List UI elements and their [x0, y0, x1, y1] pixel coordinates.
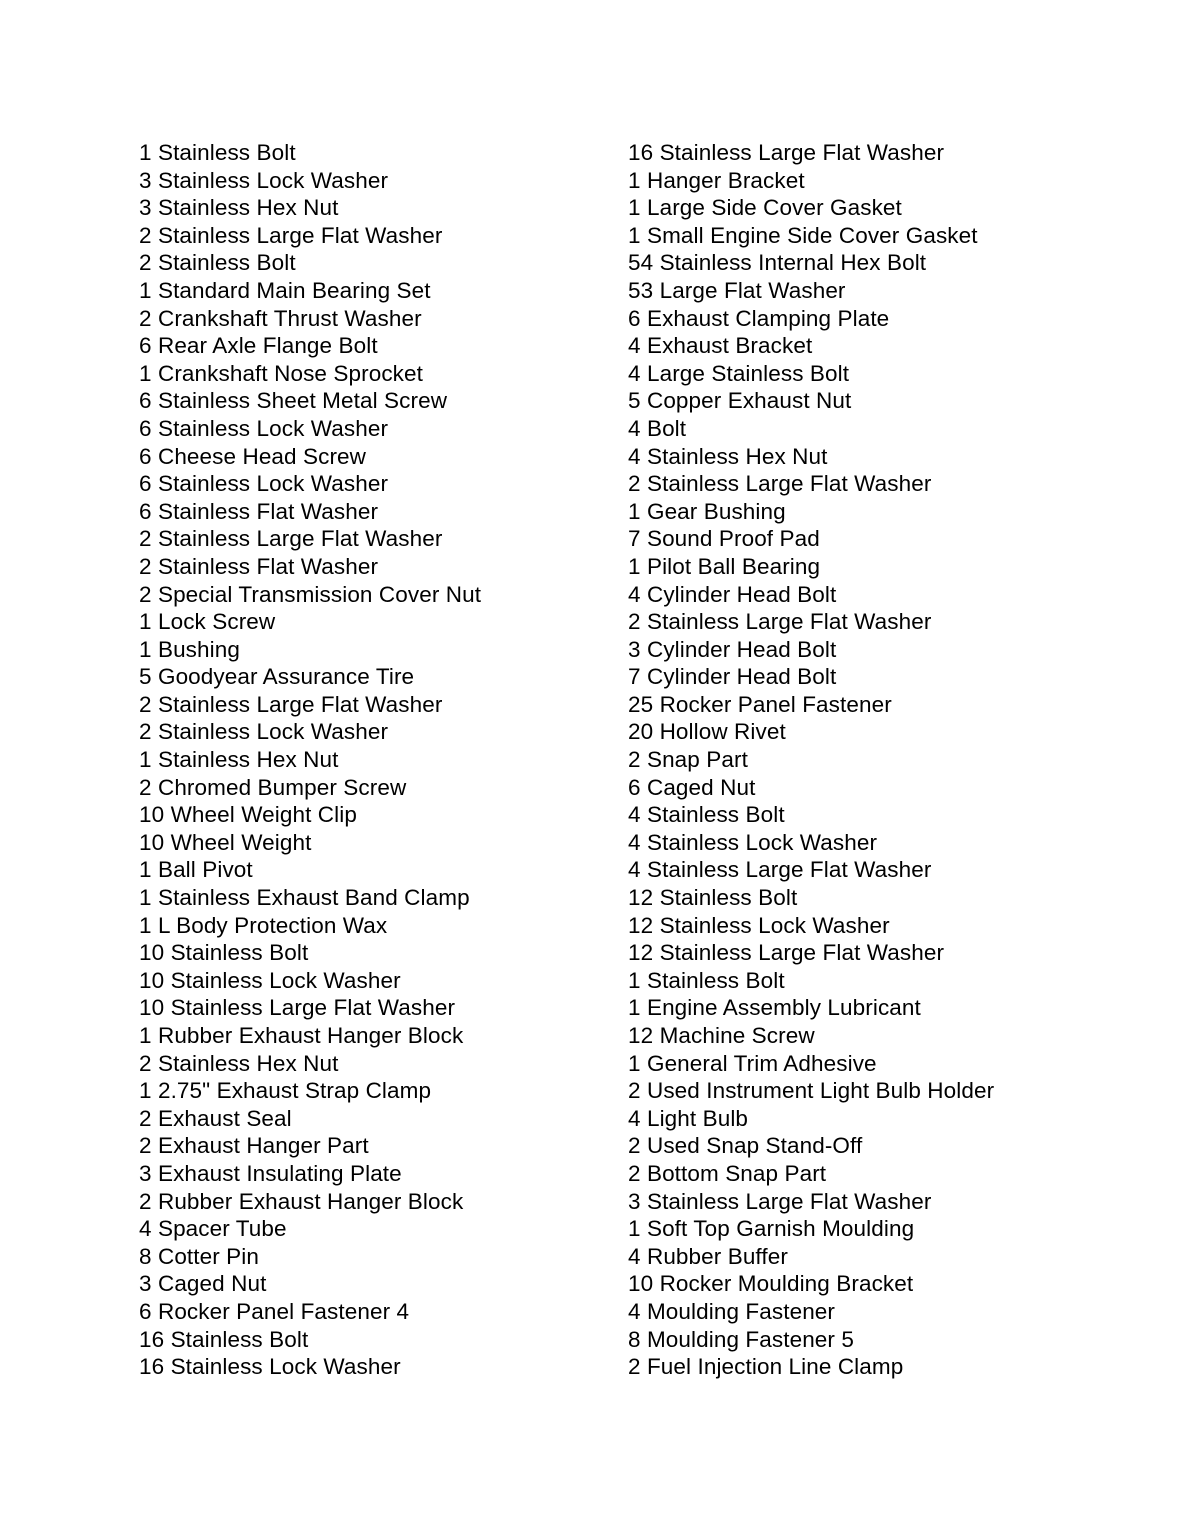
parts-list-item: 3 Stainless Hex Nut — [139, 195, 339, 221]
parts-list-item: 1 Crankshaft Nose Sprocket — [139, 360, 423, 386]
parts-list-item: 2 Stainless Large Flat Washer — [628, 471, 932, 497]
parts-list-item: 4 Light Bulb — [628, 1105, 749, 1131]
parts-list-right-column — [628, 139, 1148, 1381]
parts-list-item: 10 Stainless Lock Washer — [139, 967, 401, 993]
parts-list-item: 10 Stainless Large Flat Washer — [139, 995, 456, 1021]
parts-list-item: 4 Rubber Buffer — [628, 1243, 788, 1269]
parts-list-item: 2 Stainless Bolt — [139, 250, 296, 276]
parts-list-item: 1 Pilot Ball Bearing — [628, 553, 821, 579]
parts-list-item: 2 Stainless Large Flat Washer — [139, 526, 443, 552]
parts-list-item: 5 Copper Exhaust Nut — [628, 388, 852, 414]
parts-list-item: 10 Rocker Moulding Bracket — [628, 1271, 914, 1297]
parts-list-item: 1 Large Side Cover Gasket — [628, 195, 902, 221]
parts-list-item: 1 Soft Top Garnish Moulding — [628, 1216, 915, 1242]
parts-list-left-column — [139, 139, 609, 1381]
parts-list-item: 12 Stainless Lock Washer — [628, 912, 890, 938]
parts-list-item: 3 Caged Nut — [139, 1271, 267, 1297]
parts-list-item: 1 Engine Assembly Lubricant — [628, 995, 921, 1021]
parts-list-item: 2 Stainless Large Flat Washer — [628, 609, 932, 635]
parts-list-item: 1 General Trim Adhesive — [628, 1050, 877, 1076]
parts-list-item: 6 Stainless Lock Washer — [139, 415, 389, 441]
parts-list-item: 2 Fuel Injection Line Clamp — [628, 1354, 904, 1380]
parts-list-item: 54 Stainless Internal Hex Bolt — [628, 250, 927, 276]
parts-list-item: 3 Exhaust Insulating Plate — [139, 1160, 402, 1186]
parts-list-item: 1 Standard Main Bearing Set — [139, 277, 431, 303]
parts-list-item: 2 Stainless Lock Washer — [139, 719, 389, 745]
parts-list-item: 2 Crankshaft Thrust Washer — [139, 305, 422, 331]
parts-list-item: 20 Hollow Rivet — [628, 719, 786, 745]
parts-list-item: 4 Moulding Fastener — [628, 1298, 836, 1324]
parts-list-item: 6 Stainless Sheet Metal Screw — [139, 388, 448, 414]
parts-list-item: 1 Small Engine Side Cover Gasket — [628, 222, 978, 248]
parts-list-item: 1 Hanger Bracket — [628, 167, 805, 193]
parts-list-item: 16 Stainless Lock Washer — [139, 1354, 401, 1380]
parts-list-item: 12 Stainless Bolt — [628, 885, 798, 911]
parts-list-item: 16 Stainless Bolt — [139, 1326, 309, 1352]
parts-list-item: 1 2.75" Exhaust Strap Clamp — [139, 1078, 432, 1104]
parts-list-item: 1 Lock Screw — [139, 609, 276, 635]
parts-list-item: 1 L Body Protection Wax — [139, 912, 388, 938]
parts-list-item: 1 Stainless Exhaust Band Clamp — [139, 885, 470, 911]
parts-list-item: 4 Stainless Large Flat Washer — [628, 857, 932, 883]
parts-list-item: 12 Stainless Large Flat Washer — [628, 940, 945, 966]
parts-list-item: 4 Exhaust Bracket — [628, 333, 813, 359]
parts-list-item: 12 Machine Screw — [628, 1023, 815, 1048]
parts-list-item: 25 Rocker Panel Fastener — [628, 691, 892, 717]
parts-list-item: 2 Snap Part — [628, 747, 748, 773]
parts-list-item: 5 Goodyear Assurance Tire — [139, 664, 415, 690]
parts-list-item: 3 Cylinder Head Bolt — [628, 636, 837, 662]
parts-list-item: 10 Stainless Bolt — [139, 940, 309, 966]
parts-list-item: 1 Gear Bushing — [628, 498, 786, 524]
parts-list-item: 6 Stainless Flat Washer — [139, 498, 379, 524]
parts-list-item: 6 Cheese Head Screw — [139, 443, 367, 469]
parts-list-item: 3 Stainless Lock Washer — [139, 167, 389, 193]
parts-list-item: 2 Stainless Large Flat Washer — [139, 691, 443, 717]
parts-list-item: 4 Large Stainless Bolt — [628, 360, 850, 386]
parts-list-item: 1 Bushing — [139, 636, 240, 662]
parts-list-item: 6 Rear Axle Flange Bolt — [139, 333, 378, 359]
parts-list-item: 6 Exhaust Clamping Plate — [628, 305, 890, 331]
parts-list-item: 2 Used Instrument Light Bulb Holder — [628, 1078, 995, 1104]
parts-list-item: 4 Stainless Hex Nut — [628, 443, 828, 469]
parts-list-item: 7 Sound Proof Pad — [628, 526, 820, 552]
parts-list-item: 2 Chromed Bumper Screw — [139, 774, 407, 800]
parts-list-item: 2 Used Snap Stand-Off — [628, 1133, 863, 1159]
parts-list-item: 2 Rubber Exhaust Hanger Block — [139, 1188, 464, 1214]
parts-list-item: 4 Stainless Bolt — [628, 802, 785, 828]
parts-list-item: 2 Stainless Hex Nut — [139, 1050, 339, 1076]
parts-list-item: 4 Cylinder Head Bolt — [628, 581, 837, 607]
parts-list-item: 1 Stainless Hex Nut — [139, 747, 339, 773]
parts-list-item: 6 Caged Nut — [628, 774, 756, 800]
parts-list-item: 8 Cotter Pin — [139, 1243, 260, 1269]
parts-list-item: 2 Exhaust Seal — [139, 1105, 292, 1131]
parts-list-item: 2 Special Transmission Cover Nut — [139, 581, 482, 607]
parts-list-item: 1 Rubber Exhaust Hanger Block — [139, 1023, 464, 1048]
parts-list-item: 2 Stainless Large Flat Washer — [139, 222, 443, 248]
parts-list-item: 1 Stainless Bolt — [139, 140, 296, 165]
parts-list-item: 2 Bottom Snap Part — [628, 1160, 827, 1186]
parts-list-item: 10 Wheel Weight — [139, 829, 312, 855]
parts-list-item: 4 Bolt — [628, 415, 687, 441]
parts-list-item: 4 Spacer Tube — [139, 1216, 287, 1242]
parts-list-item: 2 Exhaust Hanger Part — [139, 1133, 369, 1159]
parts-list-item: 6 Stainless Lock Washer — [139, 471, 389, 497]
parts-list-item: 7 Cylinder Head Bolt — [628, 664, 837, 690]
parts-list-item: 3 Stainless Large Flat Washer — [628, 1188, 932, 1214]
parts-list-item: 10 Wheel Weight Clip — [139, 802, 357, 828]
parts-list-item: 4 Stainless Lock Washer — [628, 829, 878, 855]
parts-list-item: 8 Moulding Fastener 5 — [628, 1326, 854, 1352]
parts-list-item: 2 Stainless Flat Washer — [139, 553, 379, 579]
parts-list-item: 1 Ball Pivot — [139, 857, 253, 883]
parts-list-item: 6 Rocker Panel Fastener 4 — [139, 1298, 410, 1324]
parts-list-item: 53 Large Flat Washer — [628, 277, 846, 303]
parts-list-item: 16 Stainless Large Flat Washer — [628, 140, 945, 165]
parts-list-item: 1 Stainless Bolt — [628, 967, 785, 993]
